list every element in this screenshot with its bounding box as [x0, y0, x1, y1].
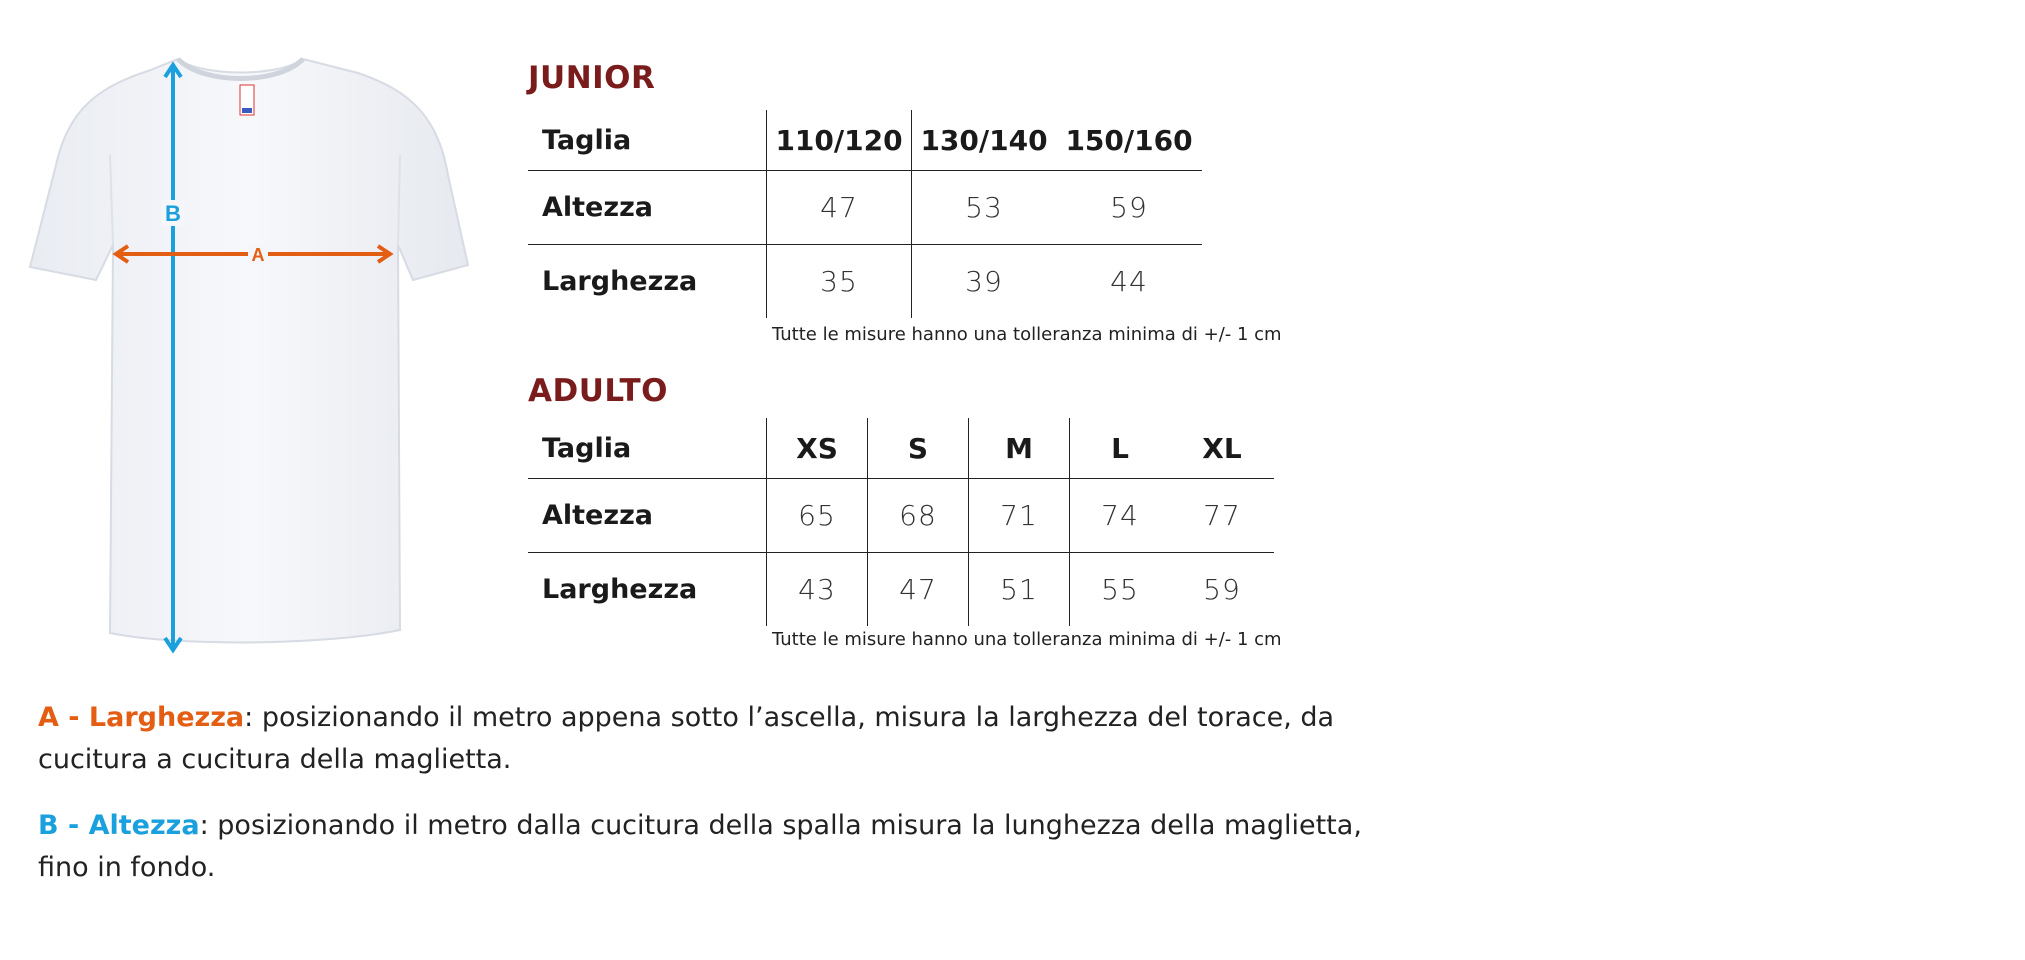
cell-value: 68: [868, 479, 969, 553]
cell-value: 77: [1170, 479, 1274, 553]
size-header: XS: [767, 418, 868, 479]
adulto-title: ADULTO: [528, 373, 669, 409]
cell-value: 74: [1070, 479, 1171, 553]
cell-value: 47: [868, 553, 969, 627]
instruction-b: [38, 805, 1418, 889]
junior-title: JUNIOR: [528, 60, 656, 96]
row-label: Larghezza: [542, 574, 698, 605]
cell-value: 55: [1070, 553, 1171, 627]
cell-value: 59: [1203, 573, 1241, 606]
size-header: 150/160: [1056, 110, 1202, 171]
table-header-row: [528, 110, 1202, 171]
table-row: [528, 171, 1202, 245]
table-row: [528, 479, 1274, 553]
row-label: Larghezza: [542, 266, 698, 297]
cell-value: 53: [912, 171, 1057, 245]
size-header: M: [969, 418, 1070, 479]
instruction-b-key: B - Altezza: [38, 810, 200, 841]
size-header: XL: [1170, 418, 1274, 479]
instruction-a: [38, 697, 1418, 781]
tshirt-diagram: [28, 55, 488, 665]
instruction-a-text: : posizionando il metro appena sotto l’ascella, misura la larghezza del torace, da cucitura a cucitura della maglietta.: [38, 702, 1335, 775]
cell-value: 44: [1110, 265, 1148, 298]
cell-value: 35: [767, 245, 912, 319]
table-row: [528, 553, 1274, 627]
cell-value: 65: [767, 479, 868, 553]
cell-value: 39: [912, 245, 1057, 319]
cell-value: 47: [767, 171, 912, 245]
size-header: S: [868, 418, 969, 479]
row-label: Altezza: [528, 479, 767, 553]
tshirt-shape: [30, 59, 468, 642]
junior-size-table: [528, 110, 1202, 318]
cell-value: 51: [969, 553, 1070, 627]
instruction-b-text: : posizionando il metro dalla cucitura della spalla misura la lunghezza della maglietta, fino in fondo.: [38, 810, 1362, 883]
table-row: [528, 245, 1202, 319]
label-a: A: [251, 245, 265, 265]
row-label: Altezza: [528, 171, 767, 245]
cell-value: 43: [767, 553, 868, 627]
junior-tolerance-note: Tutte le misure hanno una tolleranza minima di +/- 1 cm: [772, 324, 1282, 345]
label-b: B: [165, 201, 181, 226]
header-label: Taglia: [528, 110, 767, 171]
cell-value: 71: [969, 479, 1070, 553]
cell-value: 59: [1056, 171, 1202, 245]
size-header: 110/120: [767, 110, 912, 171]
adulto-tolerance-note: Tutte le misure hanno una tolleranza minima di +/- 1 cm: [772, 629, 1282, 650]
size-header: 130/140: [912, 110, 1057, 171]
instruction-a-key: A - Larghezza: [38, 702, 245, 733]
header-label: Taglia: [528, 418, 767, 479]
size-header: L: [1070, 418, 1171, 479]
table-header-row: [528, 418, 1274, 479]
adulto-size-table: [528, 418, 1274, 626]
